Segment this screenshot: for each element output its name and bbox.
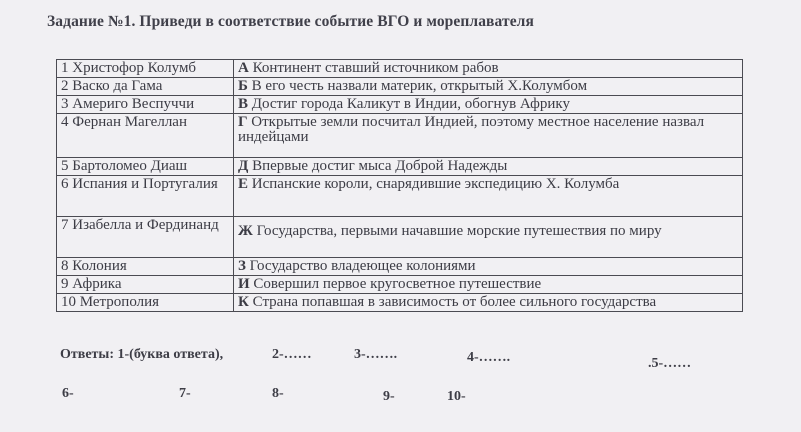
right-text: Открытые земли посчитал Индией, поэтому местное население назвал индейцами — [238, 114, 705, 145]
table-row — [57, 78, 743, 96]
left-cell: 3 Америго Веспуччи — [57, 96, 234, 114]
answer-6: 6- — [62, 386, 74, 401]
answer-letter: А — [238, 60, 249, 76]
answer-letter: К — [238, 294, 249, 310]
right-text: В его честь назвали материк, открытый Х.Колумбом — [251, 78, 588, 94]
right-text: Впервые достиг мыса Доброй Надежды — [252, 158, 508, 174]
table-row — [57, 96, 743, 114]
table-row — [57, 258, 743, 276]
right-text: Континент ставший источником рабов — [252, 60, 499, 76]
answer-letter: В — [238, 96, 249, 112]
right-cell — [234, 294, 743, 312]
table-row — [57, 176, 743, 217]
answer-letter: Д — [238, 158, 249, 174]
table-row — [57, 294, 743, 312]
table-row — [57, 276, 743, 294]
right-text: Государства, первыми начавшие морские путешествия по миру — [256, 223, 662, 239]
answer-letter: Е — [238, 176, 249, 192]
right-cell — [234, 78, 743, 96]
answer-8: 8- — [272, 386, 284, 401]
right-cell — [234, 258, 743, 276]
answer-5: .5-…… — [648, 356, 692, 371]
answer-10: 10- — [447, 389, 466, 404]
left-cell: 10 Метрополия — [57, 294, 234, 312]
right-cell — [234, 217, 743, 258]
answer-3: 3-……. — [354, 347, 398, 362]
answer-9: 9- — [383, 389, 395, 404]
table-row — [57, 217, 743, 258]
right-text: Страна попавшая в зависимость от более сильного государства — [252, 294, 657, 310]
matching-table — [56, 59, 743, 312]
left-cell: 1 Христофор Колумб — [57, 60, 234, 78]
right-text: Достиг города Каликут в Индии, обогнув Африку — [251, 96, 570, 112]
table-row — [57, 158, 743, 176]
table-row — [57, 60, 743, 78]
right-cell — [234, 276, 743, 294]
left-cell: 9 Африка — [57, 276, 234, 294]
right-text: Государство владеющее колониями — [249, 258, 476, 274]
answer-letter: Б — [238, 78, 248, 94]
left-cell: 2 Васко да Гама — [57, 78, 234, 96]
answer-letter: Г — [238, 114, 248, 130]
answer-4: 4-……. — [467, 350, 511, 365]
right-cell — [234, 176, 743, 217]
left-cell: 7 Изабелла и Фердинанд — [57, 217, 234, 258]
answer-2: 2-…… — [272, 347, 312, 362]
left-cell: 6 Испания и Португалия — [57, 176, 234, 217]
answer-letter: И — [238, 276, 250, 292]
task-title: Задание №1. Приведи в соответствие событие ВГО и мореплавателя — [47, 13, 534, 30]
right-cell — [234, 60, 743, 78]
right-cell — [234, 114, 743, 158]
left-cell: 5 Бартоломео Диаш — [57, 158, 234, 176]
right-cell — [234, 96, 743, 114]
right-text: Совершил первое кругосветное путешествие — [253, 276, 542, 292]
table-row — [57, 114, 743, 158]
left-cell: 8 Колония — [57, 258, 234, 276]
answers-label: Ответы: 1-(буква ответа), — [60, 347, 224, 362]
answer-letter: З — [238, 258, 246, 274]
right-text: Испанские короли, снарядившие экспедицию Х. Колумба — [251, 176, 620, 192]
answer-7: 7- — [179, 386, 191, 401]
left-cell: 4 Фернан Магеллан — [57, 114, 234, 158]
answer-letter: Ж — [238, 223, 253, 239]
right-cell — [234, 158, 743, 176]
